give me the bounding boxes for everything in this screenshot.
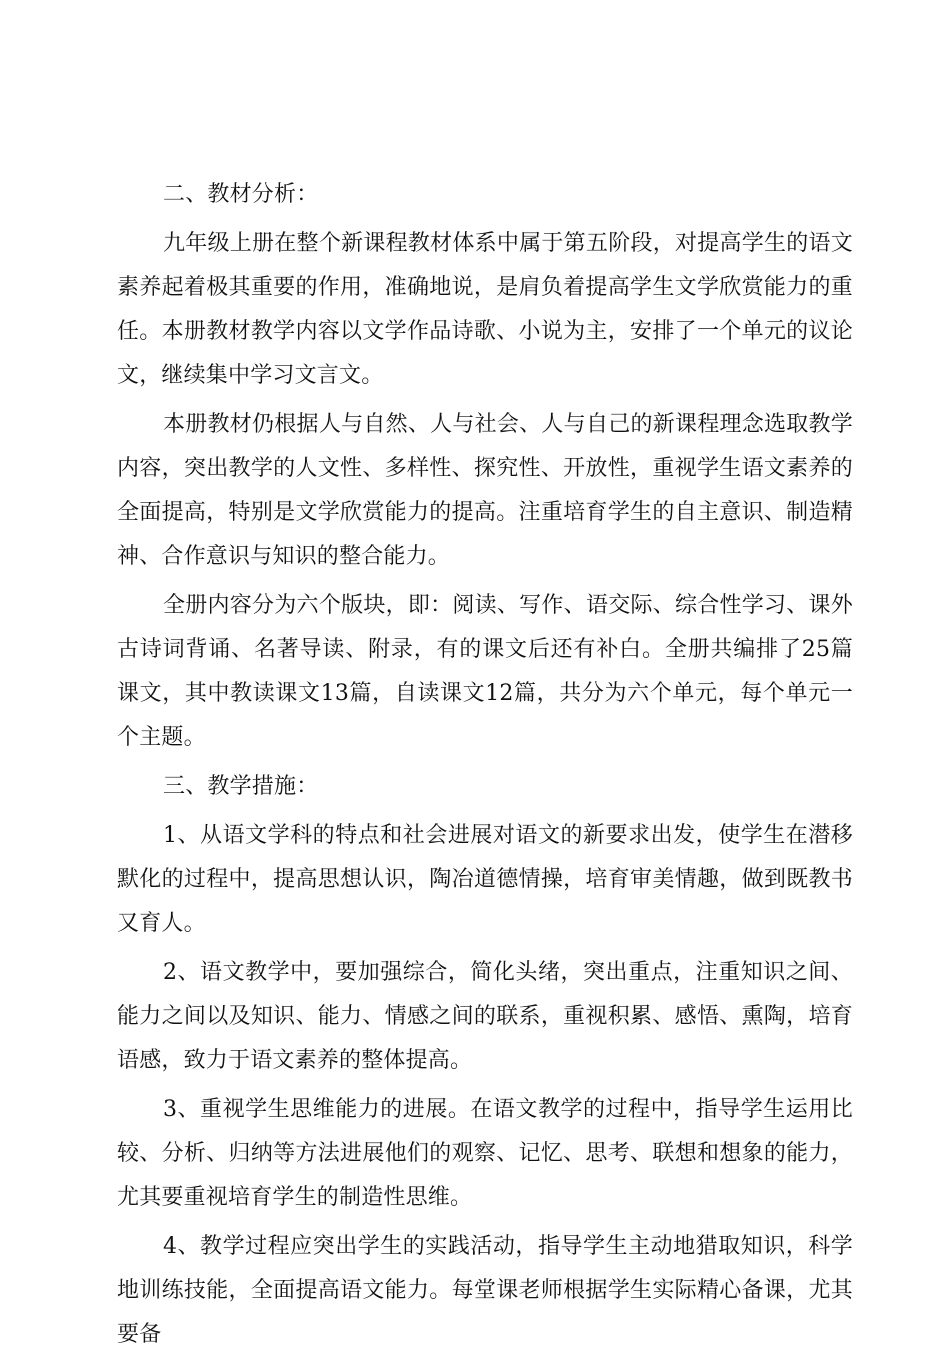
section-heading-teaching-measures: 三、教学措施： <box>163 774 319 799</box>
document-body <box>117 173 853 1362</box>
measure-item-1: 1、从语文学科的特点和社会进展对语文的新要求出发，使学生在潜移默化的过程中，提高思想认识，陶冶道德情操，培育审美情趣，做到既教书又育人。 <box>117 823 853 936</box>
paragraph-teaching-content-principles: 本册教材仍根据人与自然、人与社会、人与自己的新课程理念选取教学内容，突出教学的人文性、多样性、探究性、开放性，重视学生语文素养的全面提高，特别是文学欣赏能力的提高。注重培育学生的自主意识、制造精神、合作意识与知识的整合能力。 <box>117 412 853 569</box>
measure-item-2: 2、语文教学中，要加强综合，简化头绪，突出重点，注重知识之间、能力之间以及知识、能力、情感之间的联系，重视积累、感悟、熏陶，培育语感，致力于语文素养的整体提高。 <box>117 960 853 1073</box>
measure-item-3: 3、重视学生思维能力的进展。在语文教学的过程中，指导学生运用比较、分析、归纳等方法进展他们的观察、记忆、思考、联想和想象的能力，尤其要重视培育学生的制造性思维。 <box>117 1097 853 1210</box>
paragraph-grade-nine-overview: 九年级上册在整个新课程教材体系中属于第五阶段，对提高学生的语文素养起着极其重要的作用，准确地说，是肩负着提高学生文学欣赏能力的重任。本册教材教学内容以文学作品诗歌、小说为主，安排了一个单元的议论文，继续集中学习文言文。 <box>117 231 853 388</box>
section-heading-textbook-analysis: 二、教材分析： <box>163 182 319 207</box>
measure-item-4: 4、教学过程应突出学生的实践活动，指导学生主动地猎取知识，科学地训练技能，全面提高语文能力。每堂课老师根据学生实际精心备课，尤其要备 <box>117 1234 853 1347</box>
paragraph-book-structure: 全册内容分为六个版块，即：阅读、写作、语交际、综合性学习、课外古诗词背诵、名著导读、附录，有的课文后还有补白。全册共编排了25篇课文，其中教读课文13篇，自读课文12篇，共分为六个单元，每个单元一个主题。 <box>117 593 853 750</box>
